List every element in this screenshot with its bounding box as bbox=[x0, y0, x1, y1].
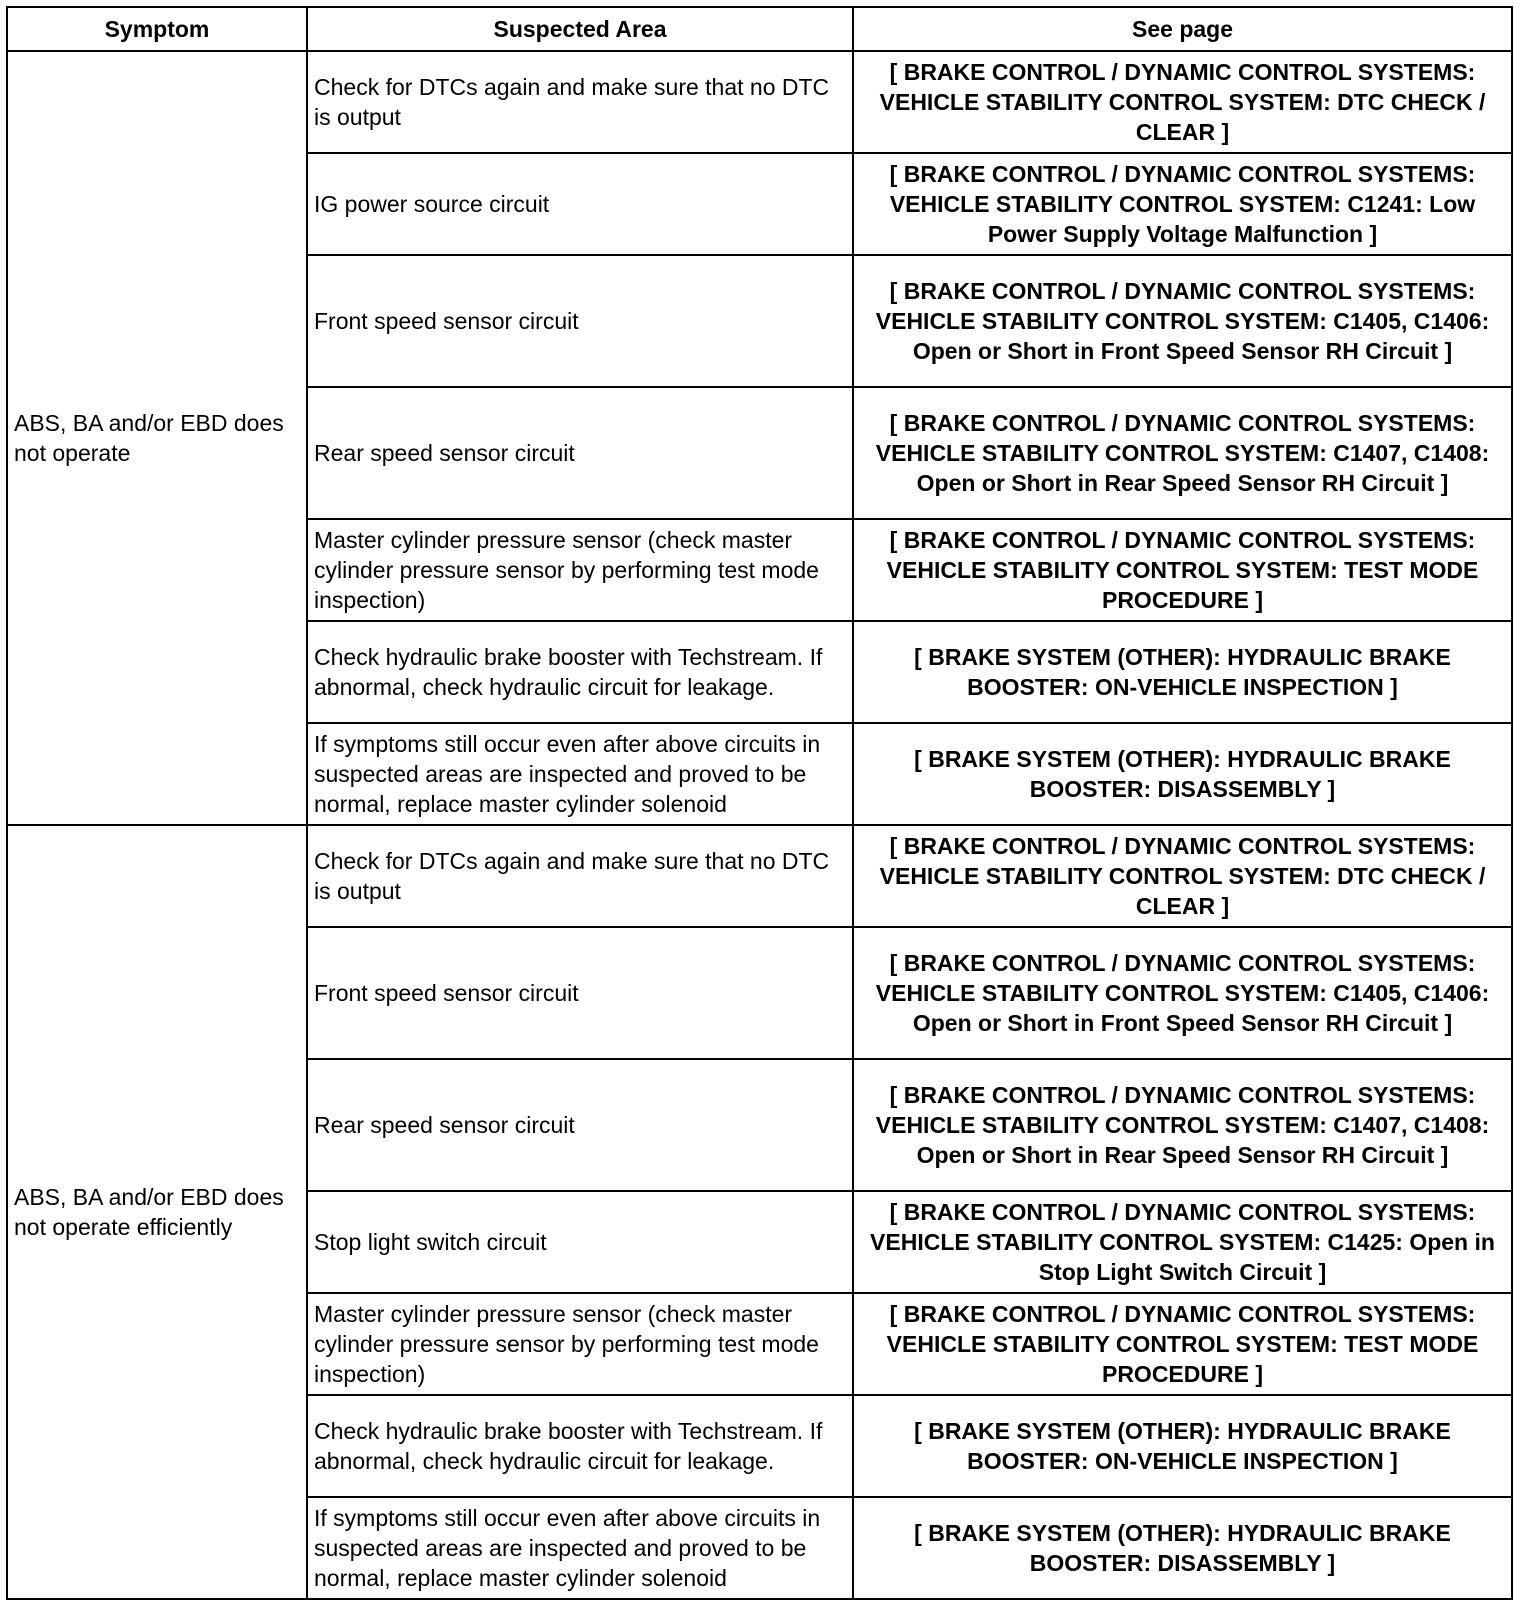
problem-symptoms-table bbox=[6, 6, 1513, 1600]
suspected-area-cell: Check for DTCs again and make sure that no DTC is output bbox=[307, 825, 853, 927]
see-page-cell: [ BRAKE CONTROL / DYNAMIC CONTROL SYSTEMS: VEHICLE STABILITY CONTROL SYSTEM: DTC CHECK / CLEAR ] bbox=[853, 51, 1512, 153]
see-page-cell: [ BRAKE SYSTEM (OTHER): HYDRAULIC BRAKE BOOSTER: DISASSEMBLY ] bbox=[853, 1497, 1512, 1599]
see-page-cell: [ BRAKE SYSTEM (OTHER): HYDRAULIC BRAKE BOOSTER: ON-VEHICLE INSPECTION ] bbox=[853, 1395, 1512, 1497]
header-row bbox=[7, 7, 1512, 51]
table-row bbox=[7, 51, 1512, 153]
header-symptom: Symptom bbox=[7, 7, 307, 51]
suspected-area-cell: Front speed sensor circuit bbox=[307, 255, 853, 387]
header-suspected-area: Suspected Area bbox=[307, 7, 853, 51]
suspected-area-cell: Rear speed sensor circuit bbox=[307, 1059, 853, 1191]
suspected-area-cell: Stop light switch circuit bbox=[307, 1191, 853, 1293]
see-page-cell: [ BRAKE CONTROL / DYNAMIC CONTROL SYSTEMS: VEHICLE STABILITY CONTROL SYSTEM: C1241: Low Power Supply Voltage Malfunction ] bbox=[853, 153, 1512, 255]
see-page-cell: [ BRAKE SYSTEM (OTHER): HYDRAULIC BRAKE BOOSTER: ON-VEHICLE INSPECTION ] bbox=[853, 621, 1512, 723]
see-page-cell: [ BRAKE CONTROL / DYNAMIC CONTROL SYSTEMS: VEHICLE STABILITY CONTROL SYSTEM: C1425: Open in Stop Light Switch Circuit ] bbox=[853, 1191, 1512, 1293]
header-see-page: See page bbox=[853, 7, 1512, 51]
see-page-cell: [ BRAKE CONTROL / DYNAMIC CONTROL SYSTEMS: VEHICLE STABILITY CONTROL SYSTEM: C1407, C1408: Open or Short in Rear Speed Sensor RH Circuit ] bbox=[853, 1059, 1512, 1191]
see-page-cell: [ BRAKE CONTROL / DYNAMIC CONTROL SYSTEMS: VEHICLE STABILITY CONTROL SYSTEM: C1405, C1406: Open or Short in Front Speed Sensor RH Circuit ] bbox=[853, 927, 1512, 1059]
symptom-cell: ABS, BA and/or EBD does not operate bbox=[7, 51, 307, 825]
suspected-area-cell: Front speed sensor circuit bbox=[307, 927, 853, 1059]
table-row bbox=[7, 825, 1512, 927]
suspected-area-cell: Check hydraulic brake booster with Techstream. If abnormal, check hydraulic circuit for leakage. bbox=[307, 621, 853, 723]
suspected-area-cell: Master cylinder pressure sensor (check master cylinder pressure sensor by performing test mode inspection) bbox=[307, 1293, 853, 1395]
suspected-area-cell: Rear speed sensor circuit bbox=[307, 387, 853, 519]
suspected-area-cell: If symptoms still occur even after above circuits in suspected areas are inspected and proved to be normal, replace master cylinder solenoid bbox=[307, 1497, 853, 1599]
suspected-area-cell: Check for DTCs again and make sure that no DTC is output bbox=[307, 51, 853, 153]
see-page-cell: [ BRAKE CONTROL / DYNAMIC CONTROL SYSTEMS: VEHICLE STABILITY CONTROL SYSTEM: DTC CHECK / CLEAR ] bbox=[853, 825, 1512, 927]
suspected-area-cell: Check hydraulic brake booster with Techstream. If abnormal, check hydraulic circuit for leakage. bbox=[307, 1395, 853, 1497]
see-page-cell: [ BRAKE CONTROL / DYNAMIC CONTROL SYSTEMS: VEHICLE STABILITY CONTROL SYSTEM: TEST MODE PROCEDURE ] bbox=[853, 1293, 1512, 1395]
see-page-cell: [ BRAKE CONTROL / DYNAMIC CONTROL SYSTEMS: VEHICLE STABILITY CONTROL SYSTEM: C1407, C1408: Open or Short in Rear Speed Sensor RH Circuit ] bbox=[853, 387, 1512, 519]
see-page-cell: [ BRAKE SYSTEM (OTHER): HYDRAULIC BRAKE BOOSTER: DISASSEMBLY ] bbox=[853, 723, 1512, 825]
suspected-area-cell: IG power source circuit bbox=[307, 153, 853, 255]
see-page-cell: [ BRAKE CONTROL / DYNAMIC CONTROL SYSTEMS: VEHICLE STABILITY CONTROL SYSTEM: C1405, C1406: Open or Short in Front Speed Sensor RH Circuit ] bbox=[853, 255, 1512, 387]
suspected-area-cell: Master cylinder pressure sensor (check master cylinder pressure sensor by performing test mode inspection) bbox=[307, 519, 853, 621]
suspected-area-cell: If symptoms still occur even after above circuits in suspected areas are inspected and proved to be normal, replace master cylinder solenoid bbox=[307, 723, 853, 825]
symptom-cell: ABS, BA and/or EBD does not operate efficiently bbox=[7, 825, 307, 1599]
see-page-cell: [ BRAKE CONTROL / DYNAMIC CONTROL SYSTEMS: VEHICLE STABILITY CONTROL SYSTEM: TEST MODE PROCEDURE ] bbox=[853, 519, 1512, 621]
